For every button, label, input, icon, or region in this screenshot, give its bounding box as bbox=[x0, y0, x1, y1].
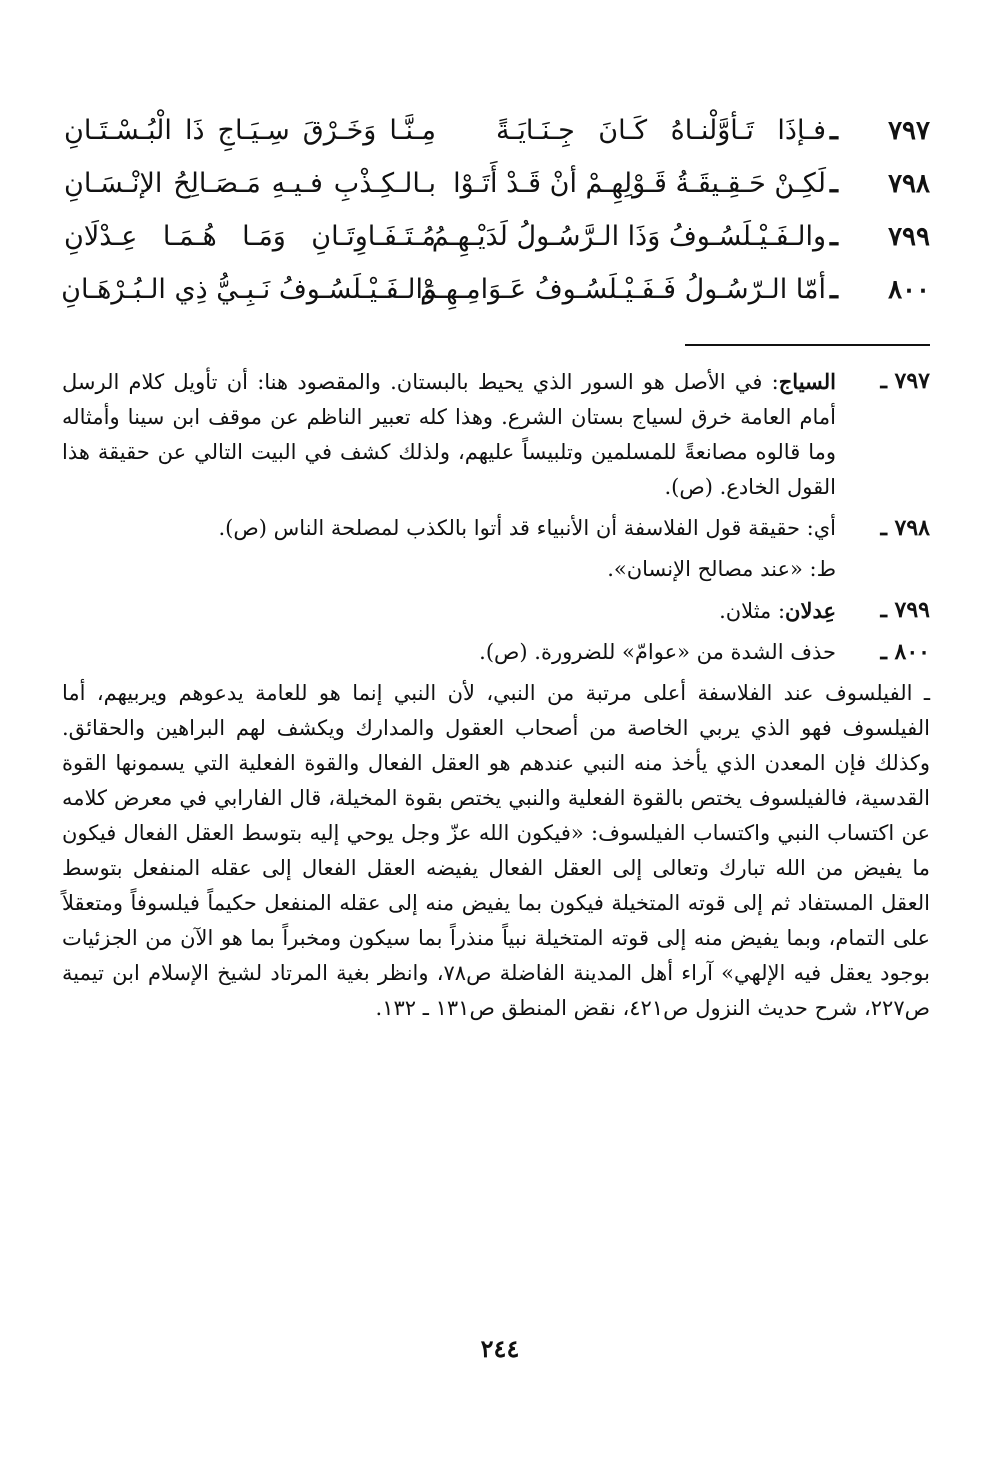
verse-second-hemistich: مِـنَّـا وَخَـرْقَ سِـيَـاجِ ذَا الْبُـسْـتَـانِ bbox=[64, 115, 436, 146]
verse-dash: ـ bbox=[830, 168, 838, 199]
verse-number: ٨٠٠ bbox=[888, 274, 930, 305]
verse-number: ٧٩٨ bbox=[888, 168, 930, 199]
footnote-number: ٨٠٠ bbox=[894, 639, 930, 665]
footnote-text: : في الأصل هو السور الذي يحيط بالبستان. والمقصود هنا: أن تأويل كلام الرسل أمام العامة خرق لسياج بستان الشرع. وهذا كله تعبير الناظم عن موقف ابن سينا وأمثاله وما قالوه مصانعةً للمسلمين وتلبيساً عليهم، ولذلك كشف في البيت التالي عن حقيقة هذا القول الخادع. (ص). bbox=[62, 370, 836, 499]
verse-first-hemistich: فـإذَا تَـأوَّلْنـاهُ كَـانَ جِـنَـايَـةً bbox=[496, 115, 826, 146]
footnote-798: ٧٩٨ ـ أي: حقيقة قول الفلاسفة أن الأنبياء قد أتوا بالكذب لمصلحة الناس (ص). bbox=[218, 515, 930, 541]
footnote-800-paragraph: ـ الفيلسوف عند الفلاسفة أعلى مرتبة من النبي، لأن النبي إنما هو للعامة يدعوهم ويربيهم، أما الفيلسوف فهو الذي يربي الخاصة من أصحاب العقول والمدارك ويكشف لهم البراهين والحقائق. وكذلك فإن المعدن الذي يأخذ منه النبي عندهم هو العقل الفعال والقوة الفعلية التي يسمونها القوة القدسية، فالفيلسوف يختص بالقوة الفعلية والنبي يختص بقوة المخيلة، قال الفارابي في معرض كلامه عن اكتساب النبي واكتساب الفيلسوف: «فيكون الله عزّ وجل يوحي إليه بتوسط العقل الفعال فيكون ما يفيض من الله تبارك وتعالى إلى العقل الفعال يفيضه العقل الفعال إلى عقله المنفعل بتوسط العقل المستفاد ثم إلى قوته المتخيلة فيكون بما يفيض منه إلى عقله المنفعل حكيماً فيلسوفاً ومتعقلاً على التمام، وبما يفيض منه إلى قوته المتخيلة نبياً منذراً بما سيكون ومخبراً بما هو الآن من الجزئيات بوجود يعقل فيه الإلهي» آراء أهل المدينة الفاضلة ص٧٨، وانظر بغية المرتاد لشيخ الإسلام ابن تيمية ص٢٢٧، شرح حديث النزول ص٤٢١، نقض المنطق ص١٣١ ـ ١٣٢. bbox=[62, 681, 931, 1020]
footnote-term: السياج bbox=[778, 369, 836, 394]
footnotes-block bbox=[62, 364, 930, 1026]
verse-line bbox=[64, 104, 930, 157]
verse-first-hemistich: أمّا الـرّسُـولُ فَـفَـيْـلَسُـوفُ عَـوَامِـهِـمْ bbox=[419, 274, 826, 305]
footnote-text: : مثلان. bbox=[719, 599, 786, 623]
footnote-number: ٧٩٧ bbox=[894, 368, 930, 394]
verse-number: ٧٩٧ bbox=[888, 115, 930, 146]
verses-block bbox=[61, 104, 930, 316]
footnote-text: حذف الشدة من «عوامّ» للضرورة. (ص). bbox=[479, 640, 836, 664]
footnote-799: ٧٩٩ ـ عِدلان: مثلان. bbox=[719, 597, 930, 623]
verse-dash: ـ bbox=[830, 221, 838, 252]
footnote-798-variant: ط: «عند مصالح الإنسان». bbox=[607, 557, 836, 581]
footnote-800: ٨٠٠ ـ حذف الشدة من «عوامّ» للضرورة. (ص). bbox=[479, 639, 930, 665]
verse-second-hemistich: وَالـفَـيْـلَسُـوفُ نَـبِـيُّ ذِي الـبُـرْهَـانِ bbox=[61, 274, 436, 305]
footnote-separator bbox=[685, 344, 930, 346]
page-number: ٢٤٤ bbox=[480, 1334, 520, 1363]
verse-line bbox=[61, 263, 930, 316]
footnote-797: ٧٩٧ ـ السياج: في الأصل هو السور الذي يحيط بالبستان. والمقصود هنا: أن تأويل كلام الرسل أمام العامة خرق لسياج بستان الشرع. وهذا كله تعبير الناظم عن موقف ابن سينا وأمثاله وما قالوه مصانعةً للمسلمين وتلبيساً عليهم، ولذلك كشف في البيت التالي عن حقيقة هذا القول الخادع. (ص). bbox=[62, 368, 930, 499]
verse-dash: ـ bbox=[830, 115, 838, 146]
verse-line bbox=[64, 210, 930, 263]
footnote-number: ٧٩٨ bbox=[894, 515, 930, 541]
verse-first-hemistich: والـفَـيْـلَسُـوفُ وَذَا الـرَّسُـولُ لَدَيْـهِـمُ bbox=[431, 221, 826, 252]
footnote-term: عِدلان bbox=[785, 598, 836, 623]
verse-second-hemistich: بـالـكِـذْبِ فـيـهِ مَـصَـالِحُ الإنْـسَـانِ bbox=[64, 168, 436, 199]
verse-second-hemistich: مُـتَـفَـاوِتَـانِ وَمَـا هُـمَـا عِـدْلَانِ bbox=[64, 221, 436, 252]
verse-first-hemistich: لَكِـنْ حَـقِـيقَـةُ قَـوْلِهِـمْ أنْ قَـدْ أَتَـوْا bbox=[453, 168, 826, 199]
footnote-number: ٧٩٩ bbox=[894, 597, 930, 623]
footnote-text: أي: حقيقة قول الفلاسفة أن الأنبياء قد أتوا بالكذب لمصلحة الناس (ص). bbox=[218, 516, 836, 540]
verse-line bbox=[64, 157, 930, 210]
verse-dash: ـ bbox=[830, 274, 838, 305]
verse-number: ٧٩٩ bbox=[888, 221, 930, 252]
